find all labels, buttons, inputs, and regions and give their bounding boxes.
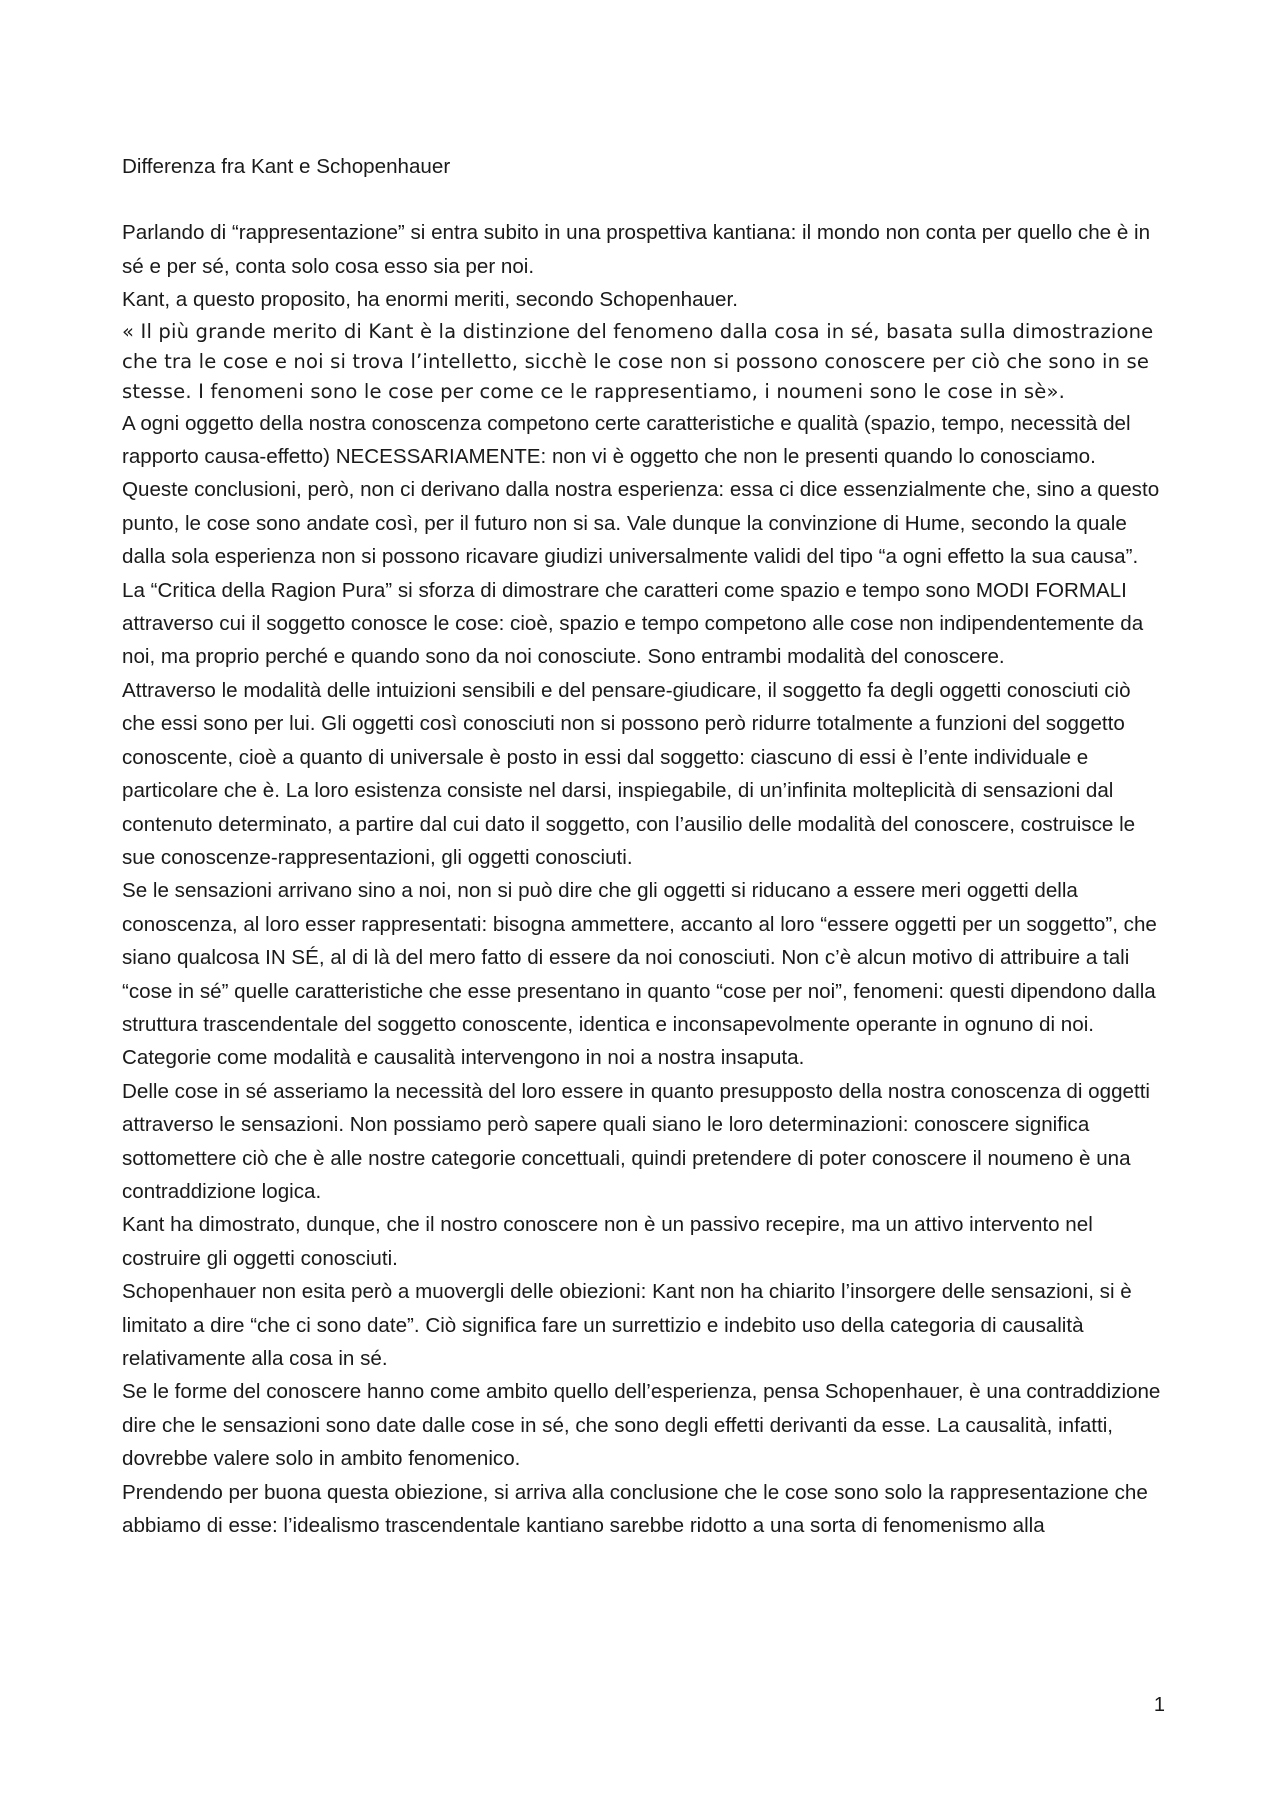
paragraph-intro: Parlando di “rappresentazione” si entra subito in una prospettiva kantiana: il mondo non conta per quello che è in sé e per sé, conta solo cosa esso sia per noi. (122, 221, 1151, 278)
paragraph-conclusion: Prendendo per buona questa obiezione, si arriva alla conclusione che le cose sono solo la rappresentazione che abbiamo di esse: l’idealismo trascendentale kantiano sarebbe ridotto a una sorta di fenomenismo alla (122, 1480, 1148, 1538)
paragraph-critique-pure-reason: La “Critica della Ragion Pura” si sforza di dimostrare che caratteri come spazio e tempo sono MODI FORMALI attraverso cui il soggetto conosce le cose: cioè, spazio e tempo competono alle cose non indipendentemente da noi, ma proprio perché e quando sono da noi conosciute. Sono entrambi modalità del conoscere. (122, 578, 1144, 669)
paragraph-kant-merits: Kant, a questo proposito, ha enormi meriti, secondo Schopenhauer. (122, 288, 738, 312)
paragraph-active-knowing: Kant ha dimostrato, dunque, che il nostro conoscere non è un passivo recepire, ma un attivo intervento nel costruire gli oggetti conosciuti. (122, 1213, 1093, 1270)
paragraph-sensations: Se le sensazioni arrivano sino a noi, non si può dire che gli oggetti si riducano a essere meri oggetti della conoscenza, al loro esser rappresentati: bisogna ammettere, accanto al loro “essere oggetti per un soggetto”, che siano qualcosa IN SÉ, al di là del mero fatto di essere da noi conosciuti. Non c’è alcun motivo di attribuire a tali “cose in sé” quelle caratteristiche che esse presentano in quanto “cose per noi”, fenomeni: questi dipendono dalla struttura trascendentale del soggetto conoscente, identica e inconsapevolmente operante in ognuno di noi. Categorie come modalità e causalità intervengono in noi a nostra insaputa. (122, 879, 1157, 1070)
document-title: Differenza fra Kant e Schopenhauer (122, 155, 451, 178)
paragraph-forms-of-knowing: Se le forme del conoscere hanno come ambito quello dell’esperienza, pensa Schopenhauer, è una contraddizione dire che le sensazioni sono date dalle cose in sé, che sono degli effetti derivanti da esse. La causalità, infatti, dovrebbe valere solo in ambito fenomenico. (122, 1380, 1161, 1471)
paragraph-objections: Schopenhauer non esita però a muovergli delle obiezioni: Kant non ha chiarito l’insorgere delle sensazioni, si è limitato a dire “che ci sono date”. Ciò significa fare un surrettizio e indebito uso della categoria di causalità relativamente alla cosa in sé. (122, 1280, 1132, 1370)
paragraph-sensible-intuitions: Attraverso le modalità delle intuizioni sensibili e del pensare-giudicare, il soggetto fa degli oggetti conosciuti ciò che essi sono per lui. Gli oggetti così conosciuti non si possono però ridurre totalmente a funzioni del soggetto conoscente, cioè a quanto di universale è posto in essi dal soggetto: ciascuno di essi è l’ente individuale e particolare che è. La loro esistenza consiste nel darsi, inspiegabile, di un’infinita molteplicità di sensazioni dal contenuto determinato, a partire dal cui dato il soggetto, con l’ausilio delle modalità del conoscere, costruisce le sue conoscenze-rappresentazioni, gli oggetti conosciuti. (122, 678, 1136, 869)
quote-schopenhauer: « Il più grande merito di Kant è la distinzione del fenomeno dalla cosa in sé, basata sulla dimostrazione che tra le cose e noi si trova l’intelletto, sicchè le cose non si possono conoscere per ciò che sono in se stesse. I fenomeni sono le cose per come ce le rappresentiamo, i noumeni sono le cose in sè». (122, 319, 1154, 403)
paragraph-object-knowledge: A ogni oggetto della nostra conoscenza competono certe caratteristiche e qualità (spazio, tempo, necessità del rapporto causa-effetto) NECESSARIAMENTE: non vi è oggetto che non le presenti quando lo conosciamo. Queste conclusioni, però, non ci derivano dalla nostra esperienza: essa ci dice essenzialmente che, sino a questo punto, le cose sono andate così, per il futuro non si sa. Vale dunque la convinzione di Hume, secondo la quale dalla sola esperienza non si possono ricavare giudizi universalmente validi del tipo “a ogni effetto la sua causa”. (122, 411, 1160, 569)
page-number: 1 (1153, 1694, 1165, 1716)
document-body (122, 150, 1167, 1542)
paragraph-things-in-themselves: Delle cose in sé asseriamo la necessità del loro essere in quanto presupposto della nostra conoscenza di oggetti attraverso le sensazioni. Non possiamo però sapere quali siano le loro determinazioni: conoscere significa sottomettere ciò che è alle nostre categorie concettuali, quindi pretendere di poter conoscere il noumeno è una contraddizione logica. (122, 1079, 1151, 1203)
